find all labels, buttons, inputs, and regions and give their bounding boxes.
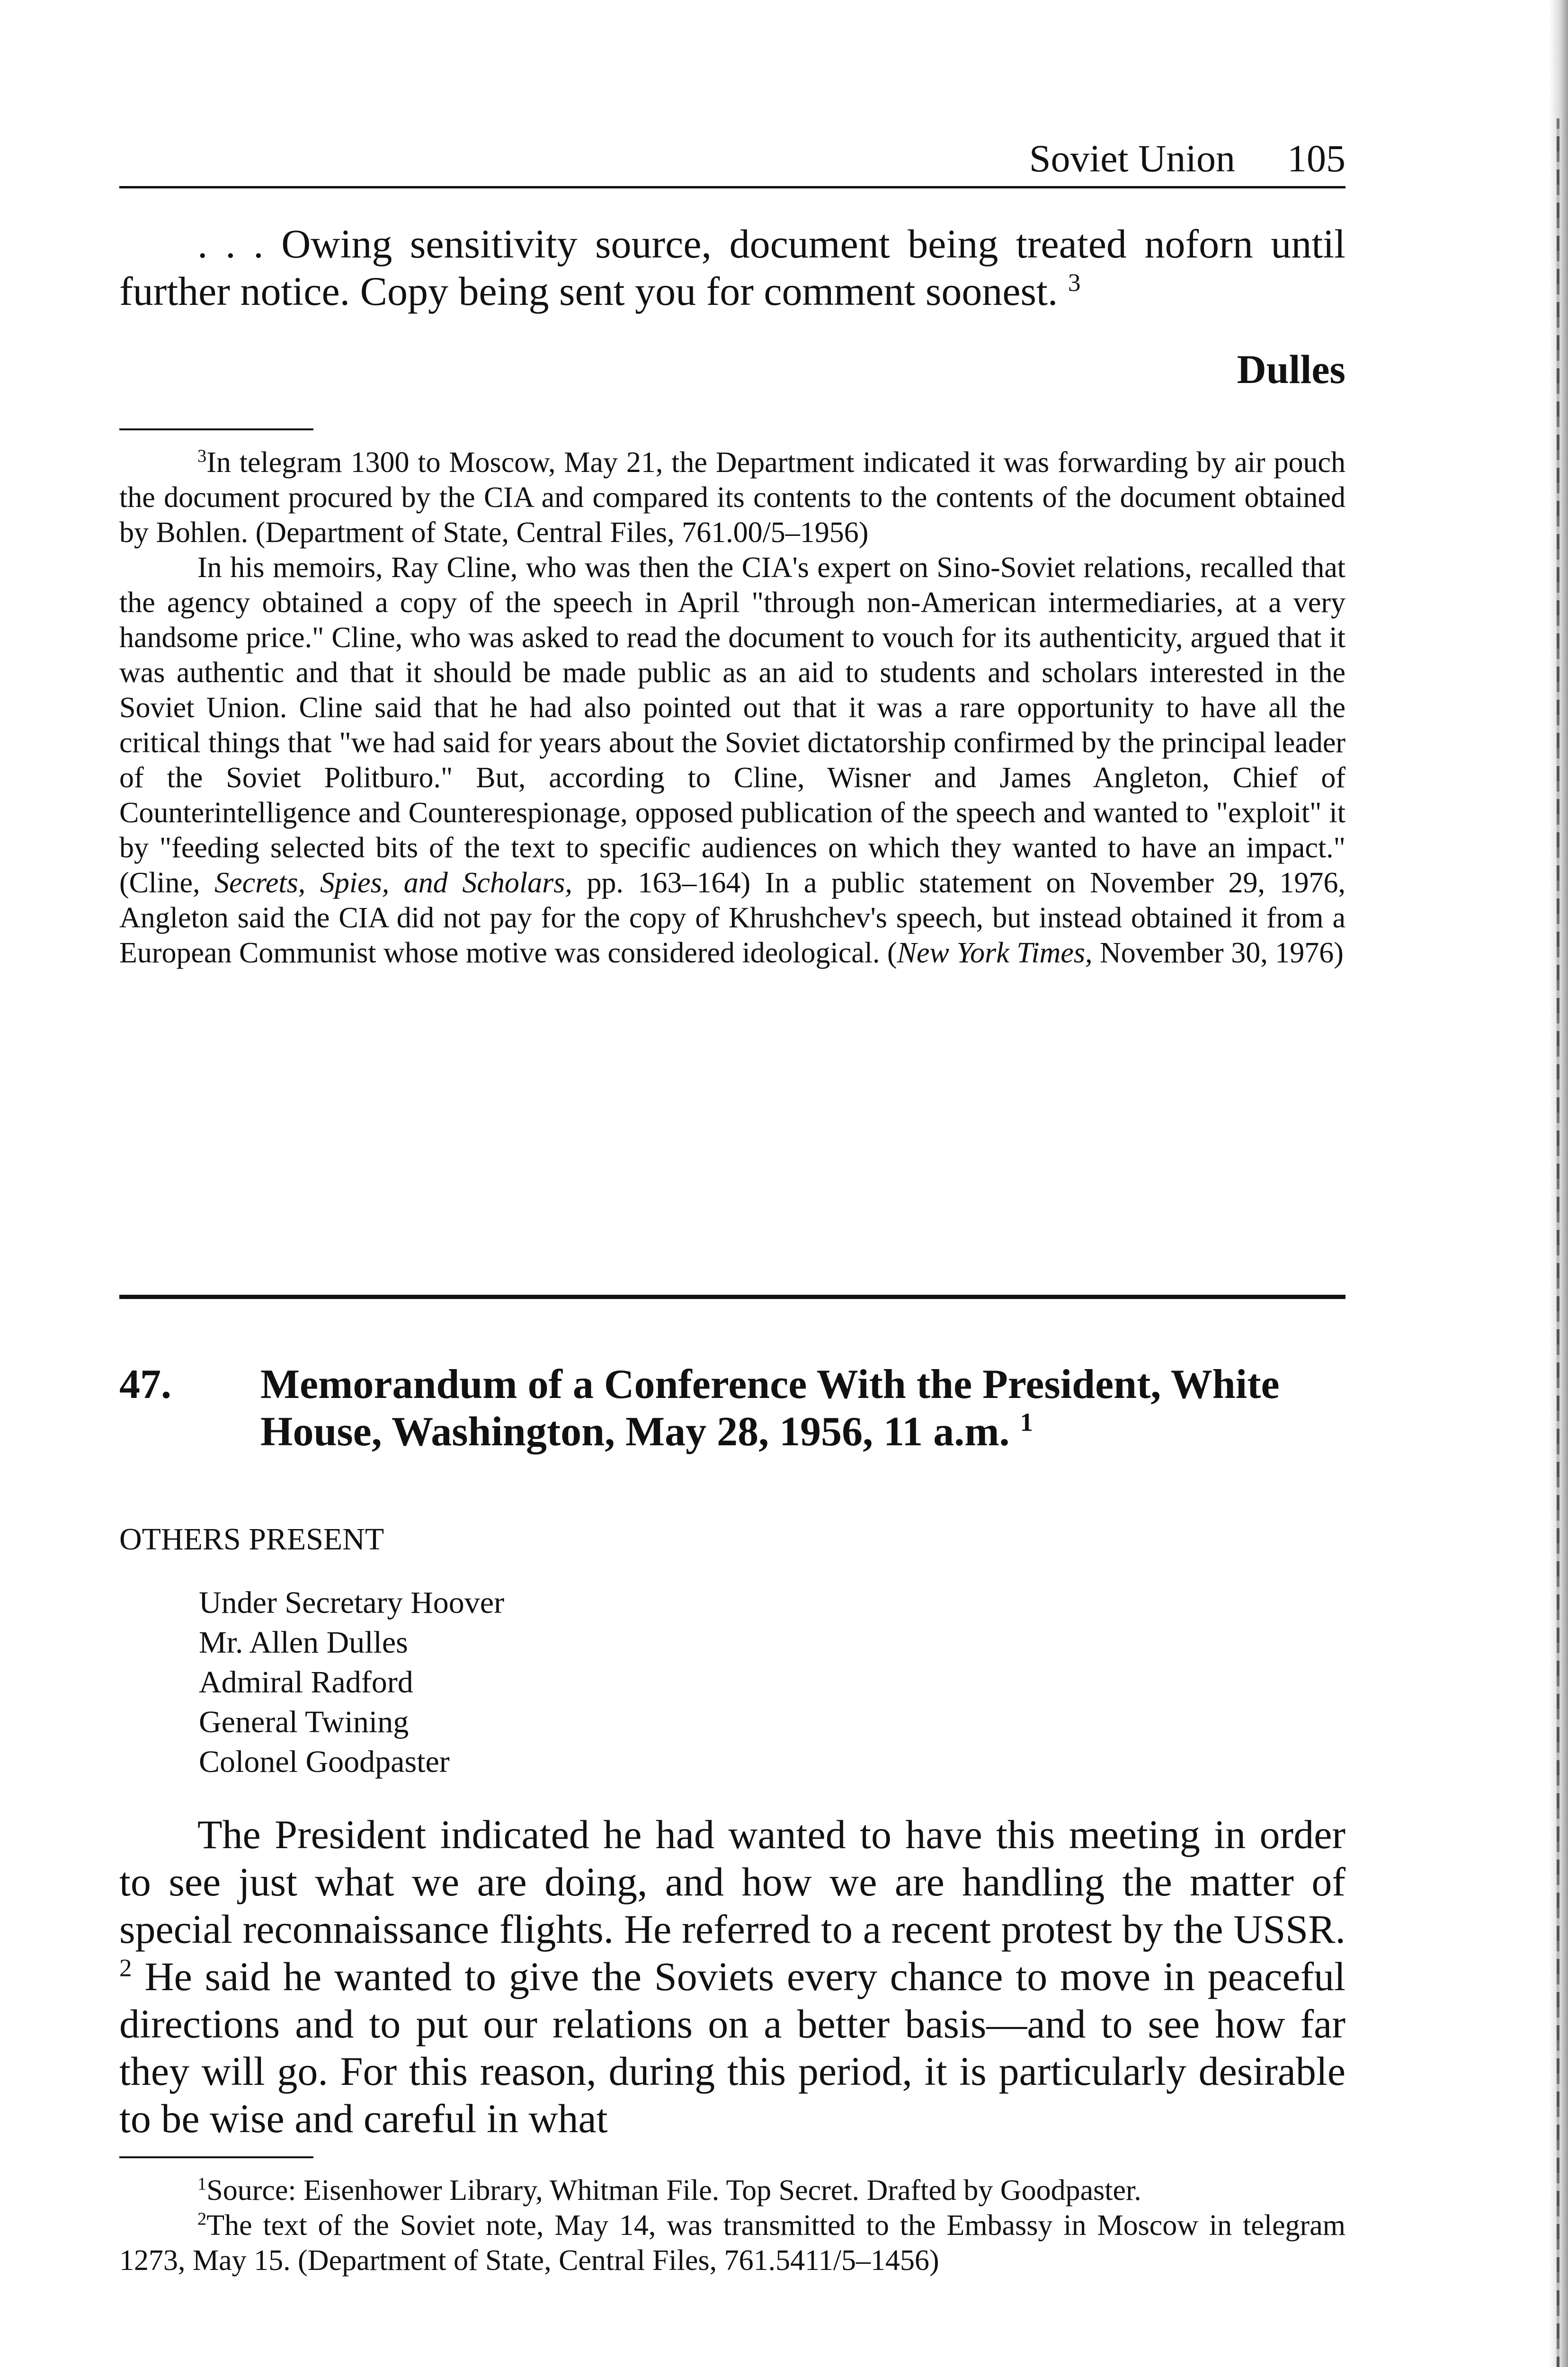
attendee: Mr. Allen Dulles bbox=[199, 1625, 408, 1660]
telegram-text: . . . Owing sensitivity source, document being treated noforn until further notice. Copy being sent you for comment soonest. bbox=[119, 221, 1345, 314]
footnote-2: $^2$The text of the Soviet note, May 14, was transmitted to the Embassy in Moscow in telegram 1273, May 15. (Department of State, Central Files, 761.5411/5–1456) bbox=[119, 2209, 1345, 2277]
attendee: Colonel Goodpaster bbox=[199, 1744, 450, 1779]
attendee: Admiral Radford bbox=[199, 1665, 413, 1700]
footnote-3-marker: 3 bbox=[197, 446, 207, 466]
footnote-ref-3: 3 bbox=[1068, 268, 1081, 297]
attendee: General Twining bbox=[199, 1705, 409, 1739]
document-number: 47. bbox=[119, 1361, 171, 1407]
header-page-number: 105 bbox=[1287, 137, 1345, 180]
body-text: The President indicated he had wanted to have this meeting in order to see just what we are doing, and how we are handling the matter of special reconnaissance flights. He referred to a recent protest by the USSR. bbox=[119, 1812, 1345, 1952]
body-text-continued: He said he wanted to give the Soviets every chance to move in peaceful directions and to put our relations on a better basis—and to see how far they will go. For this reason, during this period, it is particularly desirable to be wise and careful in what bbox=[119, 1954, 1345, 2141]
footnote-3 bbox=[119, 445, 1345, 970]
telegram-excerpt bbox=[119, 220, 1345, 315]
attendees-block bbox=[119, 1520, 1345, 1782]
signature-block bbox=[119, 346, 1345, 393]
attendee: Under Secretary Hoover bbox=[199, 1585, 505, 1620]
header-section: Soviet Union bbox=[1029, 137, 1235, 180]
document-title: Memorandum of a Conference With the President, White House, Washington, May 28, 1956, 11 a.m. $^1$ bbox=[260, 1361, 1280, 1455]
book-title: Secrets, Spies, and Scholars, bbox=[214, 867, 572, 899]
document-heading bbox=[119, 1361, 1345, 1460]
binding-edge bbox=[1557, 118, 1559, 2367]
header-rule bbox=[119, 186, 1345, 188]
footnote-1: $^1$Source: Eisenhower Library, Whitman File. Top Secret. Drafted by Goodpaster. bbox=[197, 2174, 1141, 2207]
signature: Dulles bbox=[1237, 347, 1345, 392]
footnote-ref-1: 1 bbox=[1020, 1407, 1033, 1437]
memorandum-body bbox=[119, 1811, 1345, 2142]
others-present-label: OTHERS PRESENT bbox=[119, 1522, 384, 1557]
page-footnotes bbox=[119, 2173, 1345, 2278]
footnote-3-para-1: $^3$In telegram 1300 to Moscow, May 21, the Department indicated it was forwarding by air pouch the document procured by the CIA and compared its contents to the contents of the document obtained by Bohlen. (Department of State, Central Files, 761.00/5–1956) bbox=[119, 446, 1345, 549]
footnote-ref-2: 2 bbox=[119, 1953, 132, 1982]
page-edge-scan-shadow bbox=[1549, 0, 1568, 2367]
newspaper-title: New York Times, bbox=[897, 937, 1093, 969]
footnote-3-para-2: In his memoirs, Ray Cline, who was then the CIA's expert on Sino-Soviet relations, recalled that the agency obtained a copy of the speech in April "through non-American intermediaries, at a very handsome price." Cline, who was asked to read the document to vouch for its authenticity, argued that it was authentic and that it should be made public as an aid to students and scholars interested in the Soviet Union. Cline said that he had also pointed out that it was a rare opportunity to have all the critical things that "we had said for years about the Soviet dictatorship confirmed by the principal leader of the Soviet Politburo." But, according to Cline, Wisner and James Angleton, Chief of Counterintelligence and Counterespionage, opposed publication of the speech and wanted to "exploit" it by "feeding selected bits of the text to specific audiences on which they wanted to have an impact." (Cline, Secrets, Spies, and Scholars, pp. 163–164) In a public statement on November 29, 1976, Angleton said the CIA did not pay for the copy of Khrushchev's speech, but instead obtained it from a European Communist whose motive was considered ideological. (New York Times, November 30, 1976) bbox=[119, 552, 1345, 969]
